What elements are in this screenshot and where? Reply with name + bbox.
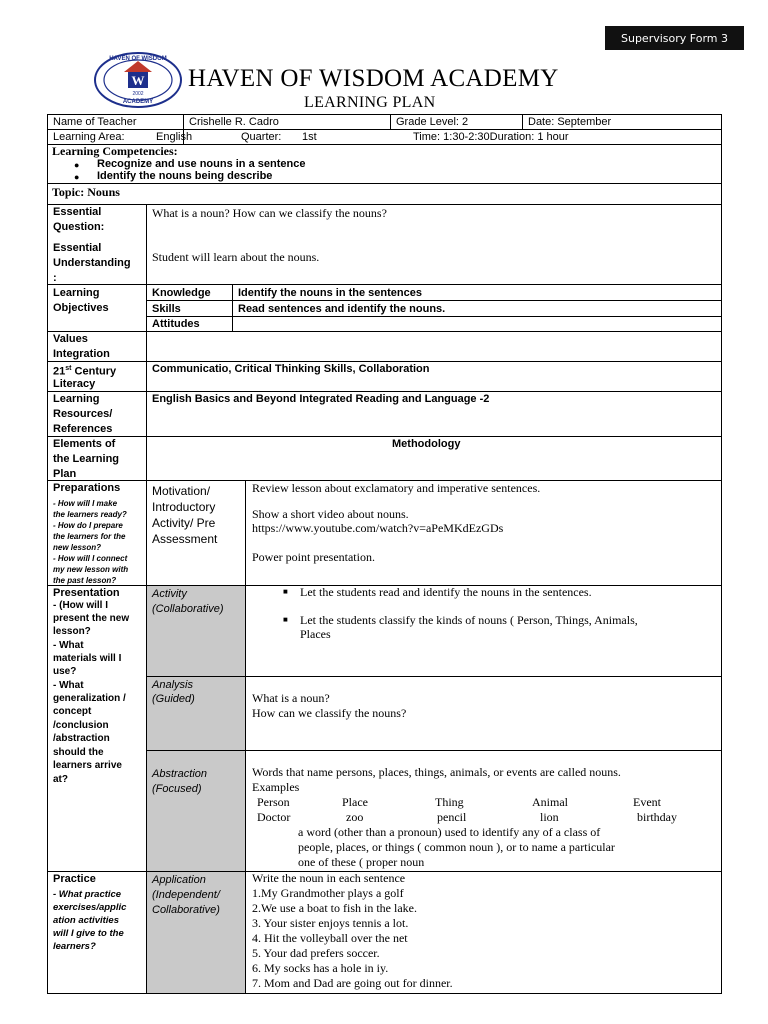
competency-item: Recognize and use nouns in a sentence bbox=[97, 158, 306, 170]
resources-label: Resources/ bbox=[53, 408, 113, 420]
essential-question: What is a noun? How can we classify the nouns? bbox=[152, 206, 387, 220]
objectives-label: Objectives bbox=[53, 302, 109, 314]
topic: Topic: Nouns bbox=[52, 185, 120, 199]
knowledge-value: Identify the nouns in the sentences bbox=[238, 287, 422, 299]
activity-phase: (Collaborative) bbox=[152, 603, 224, 615]
learning-area: English bbox=[156, 131, 193, 143]
example-header: Place bbox=[342, 795, 368, 809]
presentation-note: use? bbox=[53, 666, 77, 677]
essential-understanding-label: Understanding bbox=[53, 257, 131, 269]
example-value: lion bbox=[540, 810, 559, 824]
presentation-note: should the bbox=[53, 747, 104, 758]
application-phase: (Independent/ bbox=[152, 889, 220, 901]
quarter-label: Quarter: bbox=[241, 131, 282, 143]
application-line: 4. Hit the volleyball over the net bbox=[252, 931, 408, 945]
preparations-note: the past lesson? bbox=[53, 576, 117, 585]
motivation-phase: Activity/ Pre bbox=[152, 516, 216, 530]
application-phase: Application bbox=[152, 874, 206, 886]
svg-text:ACADEMY: ACADEMY bbox=[122, 99, 154, 105]
learning-area-label: Learning Area: bbox=[53, 131, 125, 143]
elements-label: the Learning bbox=[53, 453, 120, 465]
application-line: 1.My Grandmother plays a golf bbox=[252, 886, 404, 900]
presentation-note: concept bbox=[53, 706, 92, 717]
motivation-phase: Introductory bbox=[152, 500, 216, 514]
preparations-note: the learners ready? bbox=[53, 510, 127, 519]
practice-note: learners? bbox=[53, 941, 96, 952]
svg-text:HAVEN OF WISDOM: HAVEN OF WISDOM bbox=[109, 56, 167, 62]
presentation-note: learners arrive bbox=[53, 760, 122, 771]
competency-item: Identify the nouns being describe bbox=[97, 170, 273, 182]
example-header: Thing bbox=[435, 795, 464, 809]
essential-question-label: Question: bbox=[53, 221, 105, 233]
values-label: Integration bbox=[53, 348, 110, 360]
noun-definition: a word (other than a pronoun) used to identify any of a class of bbox=[298, 825, 601, 839]
svg-text:W: W bbox=[131, 73, 145, 88]
motivation-content: Show a short video about nouns. bbox=[252, 507, 409, 521]
school-name: HAVEN OF WISDOM ACADEMY bbox=[188, 65, 559, 92]
preparations-note: the learners for the bbox=[53, 532, 126, 541]
presentation-note: /abstraction bbox=[53, 733, 110, 744]
svg-text:2002: 2002 bbox=[132, 91, 144, 97]
quarter: 1st bbox=[302, 131, 317, 143]
example-header: Event bbox=[633, 795, 661, 809]
preparations-title: Preparations bbox=[53, 482, 121, 494]
essential-understanding-label: : bbox=[53, 272, 57, 284]
preparations-note: - How will I connect bbox=[53, 554, 128, 563]
century-label: 21st Century bbox=[53, 365, 117, 378]
example-value: pencil bbox=[437, 810, 467, 824]
example-value: zoo bbox=[346, 810, 364, 824]
application-line: 5. Your dad prefers soccer. bbox=[252, 946, 380, 960]
analysis-line: How can we classify the nouns? bbox=[252, 706, 407, 720]
essential-question-label: Essential bbox=[53, 206, 102, 218]
values-label: Values bbox=[53, 333, 88, 345]
attitudes-label: Attitudes bbox=[152, 318, 200, 330]
noun-definition: people, places, or things ( common noun ), or to name a particular bbox=[298, 840, 615, 854]
competencies-title: Learning Competencies: bbox=[52, 144, 178, 158]
preparations-note: - How will I make bbox=[53, 499, 118, 508]
example-value: birthday bbox=[637, 810, 677, 824]
century-label: Literacy bbox=[53, 378, 96, 390]
motivation-content: Power point presentation. bbox=[252, 550, 375, 564]
presentation-note: - (How will I bbox=[53, 600, 108, 611]
bullet-dot: ● bbox=[74, 172, 80, 182]
resources-label: Learning bbox=[53, 393, 100, 405]
application-line: 6. My socks has a hole in iy. bbox=[252, 961, 389, 975]
video-link[interactable]: https://www.youtube.com/watch?v=aPeMKdEzGDs bbox=[252, 521, 504, 535]
abstraction-phase: (Focused) bbox=[152, 783, 202, 795]
motivation-phase: Motivation/ bbox=[152, 484, 211, 498]
methodology-title: Methodology bbox=[392, 438, 461, 450]
analysis-phase: (Guided) bbox=[152, 693, 195, 705]
preparations-note: new lesson? bbox=[53, 543, 102, 552]
presentation-note: generalization / bbox=[53, 693, 126, 704]
elements-label: Elements of bbox=[53, 438, 116, 450]
resources-value: English Basics and Beyond Integrated Reading and Language -2 bbox=[152, 393, 490, 405]
application-line: 3. Your sister enjoys tennis a lot. bbox=[252, 916, 409, 930]
preparations-note: - How do I prepare bbox=[53, 521, 123, 530]
grade-level: Grade Level: 2 bbox=[396, 116, 469, 128]
activity-phase: Activity bbox=[152, 588, 187, 600]
school-logo bbox=[94, 52, 182, 108]
presentation-note: present the new bbox=[53, 613, 130, 624]
practice-note: will I give to the bbox=[53, 928, 124, 939]
application-line: 7. Mom and Dad are going out for dinner. bbox=[252, 976, 453, 990]
knowledge-label: Knowledge bbox=[152, 287, 211, 299]
abstraction-phase: Abstraction bbox=[152, 768, 208, 780]
practice-note: - What practice bbox=[53, 889, 122, 900]
practice-title: Practice bbox=[53, 873, 96, 885]
example-header: Animal bbox=[532, 795, 568, 809]
supervisory-form-label: Supervisory Form 3 bbox=[605, 26, 744, 50]
essential-understanding: Student will learn about the nouns. bbox=[152, 250, 320, 264]
activity-item: Places bbox=[300, 627, 331, 641]
objectives-label: Learning bbox=[53, 287, 100, 299]
presentation-note: at? bbox=[53, 774, 68, 785]
preparations-note: my new lesson with bbox=[53, 565, 129, 574]
plan-title: LEARNING PLAN bbox=[304, 94, 436, 111]
square-bullet: ■ bbox=[283, 587, 288, 596]
application-phase: Collaborative) bbox=[152, 904, 220, 916]
application-line: Write the noun in each sentence bbox=[252, 871, 406, 885]
resources-label: References bbox=[53, 423, 113, 435]
square-bullet: ■ bbox=[283, 615, 288, 624]
skills-value: Read sentences and identify the nouns. bbox=[238, 303, 446, 315]
motivation-phase: Assessment bbox=[152, 532, 218, 546]
application-line: 2.We use a boat to fish in the lake. bbox=[252, 901, 417, 915]
presentation-note: /conclusion bbox=[53, 720, 109, 731]
elements-label: Plan bbox=[53, 468, 77, 480]
analysis-phase: Analysis bbox=[152, 679, 193, 691]
presentation-title: Presentation bbox=[53, 587, 120, 599]
time-duration: Time: 1:30-2:30Duration: 1 hour bbox=[413, 131, 569, 143]
examples-label: Examples bbox=[252, 780, 300, 794]
noun-definition: one of these ( proper noun bbox=[298, 855, 425, 869]
teacher-label: Name of Teacher bbox=[53, 116, 137, 128]
practice-note: ation activities bbox=[53, 915, 119, 926]
activity-item: Let the students classify the kinds of nouns ( Person, Things, Animals, bbox=[300, 613, 638, 627]
presentation-note: materials will I bbox=[53, 653, 122, 664]
teacher-name: Crishelle R. Cadro bbox=[189, 116, 279, 128]
presentation-note: - What bbox=[53, 640, 84, 651]
essential-understanding-label: Essential bbox=[53, 242, 102, 254]
analysis-line: What is a noun? bbox=[252, 691, 330, 705]
activity-item: Let the students read and identify the nouns in the sentences. bbox=[300, 585, 592, 599]
presentation-note: lesson? bbox=[53, 626, 91, 637]
example-header: Person bbox=[257, 795, 290, 809]
skills-label: Skills bbox=[152, 303, 181, 315]
bullet-dot: ● bbox=[74, 160, 80, 170]
practice-note: exercises/applic bbox=[53, 902, 127, 913]
example-value: Doctor bbox=[257, 810, 291, 824]
abstraction-intro: Words that name persons, places, things, animals, or events are called nouns. bbox=[252, 765, 621, 779]
date: Date: September bbox=[528, 116, 612, 128]
motivation-content: Review lesson about exclamatory and imperative sentences. bbox=[252, 481, 541, 495]
presentation-note: - What bbox=[53, 680, 84, 691]
century-value: Communicatio, Critical Thinking Skills, Collaboration bbox=[152, 363, 430, 375]
